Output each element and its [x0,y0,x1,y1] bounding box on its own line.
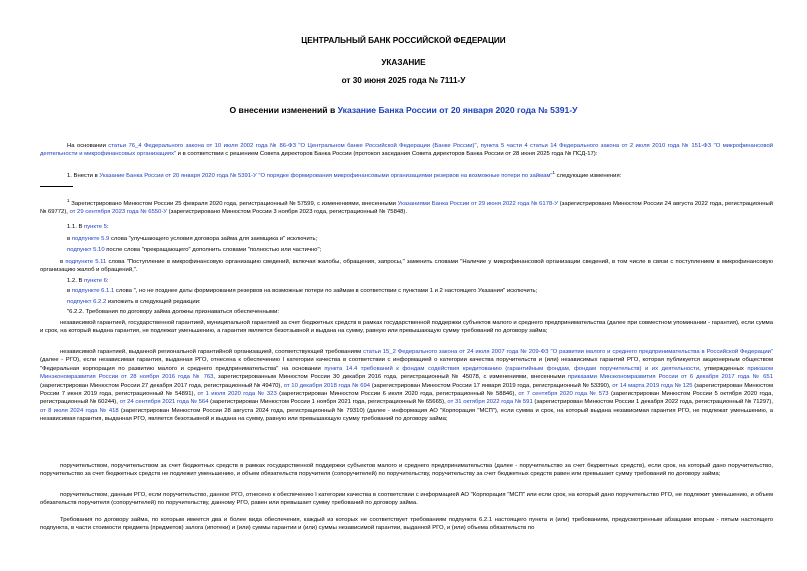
text: слова "улучшающего условия договора займа для заемщика и" исключить; [109,236,318,242]
rgo-surety-paragraph: поручительством, данным РГО, если поручительство, данное РГО, отнесено к обеспечению I категории качества в соответствии с информацией АО "Корпорация "МСП" или если срок, на который дано поручительство РГО, не подлежит уменьшению, и объем обязательств поручителя (сопоручителей) по поручительству, данному РГО, равен или превышает сумму требований по договору займа. [40,492,773,507]
point-6-link[interactable]: пункте 6 [84,278,107,284]
decree-5391-link[interactable]: Указание Банка России от 20 января 2020 года № 5391-У "О порядке формирования микрофинансовыми организациями резервов на возможные потери по займам" [99,172,553,179]
text: (зарегистрировано Минюстом России 24 августа 2022 года, регистрационный № 69772), [40,200,773,216]
text: (зарегистрирован Минюстом России 17 января 2019 года, регистрационный № 53390), [370,382,613,389]
item-5-11 [40,258,773,275]
order-573-link[interactable]: от 7 сентября 2020 года № 573 [518,391,609,398]
text: (зарегистрирован Минюстом России 1 ноября 2021 года, регистрационный № 65665), [208,399,448,406]
text: в [60,259,66,265]
text: 1.1. В [67,224,85,230]
text: , зарегистрированным Минюстом России 30 декабря 2016 года, регистрационный № 45078, с изменениями, внесенными [213,374,568,381]
item-6-2-2 [67,298,773,306]
order-323-link[interactable]: от 1 июля 2020 года № 323 [197,391,277,398]
footnote-marker[interactable]: 1 [552,170,556,175]
multiple-security-paragraph: Требования по договору займа, по которым имеется два и более вида обеспечения, каждый из которых не соответствует требованиям подпункта 6.2.1 настоящего пункта и (или) требованиям, предусмотренным абзацами вторым - пятым настоящего подпункта, в части стоимости предмета (предметов) залога (ипотеки) и (или) суммы гарантии и (или) суммы независимой гарантии, выданной РГО, и (или) объема обязательств по [40,517,773,532]
text: (зарегистрирован Минюстом России 1 декабря 2022 года, регистрационный № 71297), [532,399,773,406]
subject-prefix: О внесении изменений в [229,105,338,115]
item-1-1 [67,223,773,231]
item-1-2 [67,277,773,285]
subject-link[interactable]: Указание Банка России от 20 января 2020 года № 5391-У [337,105,578,115]
footnote-number: 1 [67,198,70,203]
text: , утвержденных [699,365,748,372]
subpoint-5-11-link[interactable]: подпункте 5.11 [65,259,107,265]
doc-subject [0,105,807,115]
point-5-link[interactable]: пункте 5 [84,224,107,230]
text: (зарегистрировано Минюстом России 3 ноября 2023 года, регистрационный № 75848). [167,209,408,216]
law-link-86fz[interactable]: статьи 76_4 Федерального закона от 10 июля 2002 года № 86-ФЗ "О Центральном банке Российской Федерации (Банке России)" [108,143,477,149]
subpoint-5-10-link[interactable]: подпункт 5.10 [67,247,105,253]
text: (зарегистрирован Минюстом России 5 октября 2020 года, регистрационный № 60244), [40,391,774,406]
item-6-1-1 [67,287,773,295]
text: , [476,143,481,149]
decree-6550-link[interactable]: от 29 сентября 2023 года № 6550-У [69,209,168,216]
text: : [106,224,109,230]
order-564-link[interactable]: от 24 сентября 2021 года № 564 [119,399,209,406]
text: независимой гарантией, выданной региональной гарантийной организацией, соответствующей требованиям [60,349,364,355]
order-694-link[interactable]: от 10 декабря 2018 года № 694 [283,382,371,389]
footnote-paragraph [40,197,773,217]
text: изложить в следующей редакции: [106,299,201,305]
footnote-divider [40,186,73,187]
new-text-6-2-2: "6.2.2. Требования по договору займа должны признаваться обеспеченными: [67,309,280,315]
text: следующие изменения: [555,172,622,179]
text: слова "Поступление в микрофинансовую организацию сведений, включая жалобы, обращения, запросы," заменить словами "Наличие у микрофинансовой организации сведений, в том числе в связи с поступлением в микрофинансовую организацию жалоб и обращений,". [40,259,773,274]
text: На основании [67,143,109,149]
doc-type-heading: УКАЗАНИЕ [381,58,426,67]
text: слова ", но не позднее даты формирования резервов на возможные потери по займам в соответствии с пунктами 1 и 2 настоящего Указания" исключить; [114,288,538,294]
text: в [67,288,72,294]
law-link-151fz[interactable]: пункта 5 части 4 статьи 14 Федерального закона от 2 июля 2010 года № 151-ФЗ "О микрофинансовой деятельности и микрофинансовых организациях" [40,143,774,158]
amendment-intro-paragraph [40,169,773,180]
rgo-guarantee-paragraph [40,348,773,424]
text: 1. Внести в [67,172,100,179]
text: 1.2. В [67,278,85,284]
text: после слова "прекращающего" дополнить словами "полностью или частично"; [104,247,322,253]
surety-paragraph: поручительством, поручительством за счет бюджетных средств в рамках государственной поддержки субъектов малого и среднего предпринимательства (далее - поручительство за счет бюджетных средств), если срок, на который дано поручительство, поручительство за счет бюджетных средств не подлежит уменьшению, и объем обязательств поручителя (сопоручителей) по поручительству, поручительству за счет бюджетных средств равен или превышает сумму требований по договору займа; [40,463,773,478]
text: : [106,278,109,284]
subpoint-6-2-2-link[interactable]: подпункт 6.2.2 [67,299,107,305]
doc-date-number: от 30 июня 2025 года № 7111-У [341,76,466,85]
order-418-link[interactable]: от 8 июля 2024 года № 418 [40,407,119,414]
subpoint-6-1-1-link[interactable]: подпункте 6.1.1 [71,288,115,294]
text: (зарегистрирован Минюстом России 28 августа 2024 года, регистрационный № 79310) (далее - информация АО "Корпорация "МСП"), если сумма и срок, на который выдана независимая гарантия РГО, не подлежат уменьшению, а независимая гарантия, выданная РГО, является безотзывной и выдана на сумму, равную или превышающую сумму требований по договору займа; [40,407,773,423]
law-209fz-link[interactable]: статьи 15_2 Федерального закона от 24 июля 2007 года № 209-ФЗ "О развитии малого и среднего предпринимательства в Российской Федерации" [363,349,773,355]
order-763-link[interactable]: приказом Минэкономразвития России от 28 ноября 2016 года № 763 [40,365,773,381]
order-651-link[interactable]: приказами Минэкономразвития России от 6 декабря 2017 года № 651 [567,374,773,381]
decree-6178-link[interactable]: Указаниями Банка России от 29 июня 2022 года № 6178-У [397,200,558,207]
text: и в соответствии с решением Совета директоров Банка России (протокол заседания Совета директоров Банка России от 28 июня 2025 года № ПСД-17): [176,151,598,158]
text: в [67,236,72,242]
order-591-link[interactable]: от 31 октября 2022 года № 591 [447,399,533,406]
bank-name-heading: ЦЕНТРАЛЬНЫЙ БАНК РОССИЙСКОЙ ФЕДЕРАЦИИ [301,36,506,45]
item-5-10 [67,246,773,254]
text: (зарегистрирован Минюстом России 6 июля 2020 года, регистрационный № 58846), [276,391,519,398]
preamble-paragraph [40,142,773,159]
subpoint-5-9-link[interactable]: подпункте 5.9 [71,236,110,242]
text: (зарегистрирован Минюстом России 27 декабря 2017 года, регистрационный № 49470), [40,382,284,389]
text: (далее - РГО), если независимая гарантия, выданная РГО, отнесена к обеспечению I категории качества в соответствии с информацией о категории качества поручительств и (или) независимых гарантий РГО, которая публикуется акционерным обществом "Федеральная корпорация по развитию малого и среднего предпринимательства" на основании [40,357,773,372]
requirements-14-4-link[interactable]: пункта 14.4 требований к фондам содействия кредитованию (гарантийным фондам, фондам поручительств) и их деятельности [324,365,700,372]
order-125-link[interactable]: от 14 марта 2019 года № 125 [612,382,693,389]
text: Зарегистрировано Минюстом России 25 февраля 2020 года, регистрационный № 57599, с изменениями, внесенными [69,200,398,207]
guarantee-paragraph: независимой гарантией, государственной гарантией, муниципальной гарантией за счет бюджетных средств в рамках государственной поддержки субъектов малого и среднего предпринимательства (далее при совместном упоминании - гарантия), если сумма и срок, на который выдана гарантия, не подлежат уменьшению, а гарантия является безотзывной и выдана на сумму, равную или превышающую сумму требований по договору займа; [40,320,773,335]
item-5-9 [67,235,773,243]
text: (зарегистрирован Минюстом России 7 июня 2019 года, регистрационный № 54891), [40,382,773,398]
